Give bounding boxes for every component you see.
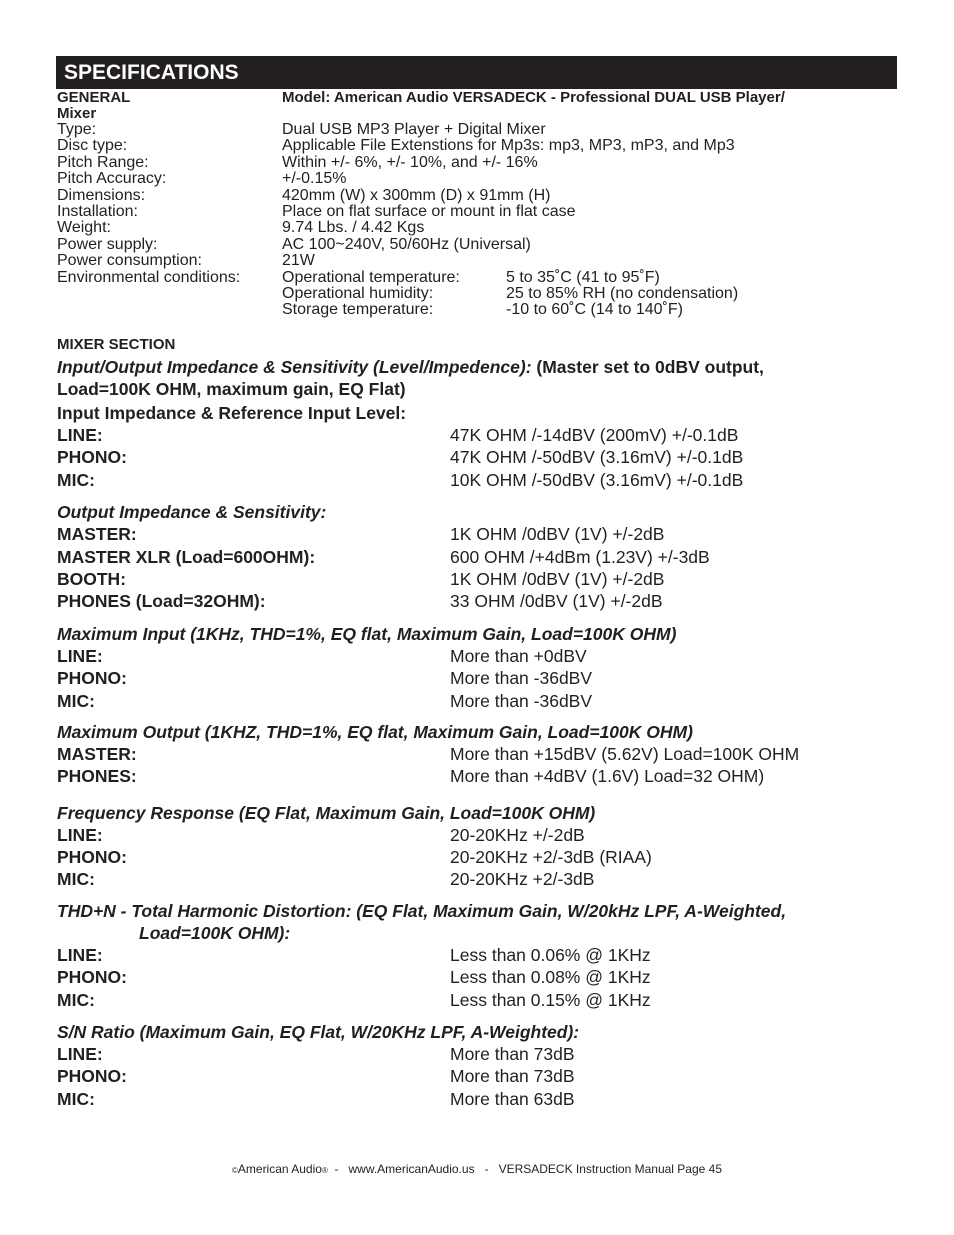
mixer-section <box>57 336 897 1110</box>
spec-row <box>57 989 897 1011</box>
spec-row <box>57 220 897 236</box>
spec-key: LINE: <box>57 944 103 965</box>
environmental-value: 5 to 35˚C (41 to 95˚F) <box>506 268 660 286</box>
spec-key: Pitch Accuracy: <box>57 170 167 188</box>
registered-symbol: ® <box>321 1166 328 1175</box>
spec-key: MIC: <box>57 690 95 711</box>
spec-key: Power consumption: <box>57 252 202 270</box>
freq-heading: Frequency Response (EQ Flat, Maximum Gain, Load=100K OHM) <box>57 802 596 823</box>
model-line: Model: American Audio VERSADECK - Professional DUAL USB Player/ <box>282 89 785 106</box>
environmental-label: Storage temperature: <box>282 301 434 319</box>
spec-value: Dual USB MP3 Player + Digital Mixer <box>282 121 546 138</box>
model-continuation: Mixer <box>57 105 97 122</box>
spec-row <box>57 590 897 612</box>
max-input-heading: Maximum Input (1KHz, THD=1%, EQ flat, Maximum Gain, Load=100K OHM) <box>57 623 677 644</box>
spec-row <box>57 469 897 491</box>
spec-key: Weight: <box>57 219 111 237</box>
spec-key: MIC: <box>57 869 95 890</box>
general-heading-row <box>57 89 897 122</box>
page-footer <box>0 1161 954 1179</box>
output-rows <box>57 523 897 613</box>
spec-value: 600 OHM /+4dBm (1.23V) +/-3dB <box>450 546 710 567</box>
general-specs <box>57 89 897 319</box>
spec-key: MASTER XLR (Load=600OHM): <box>57 546 316 567</box>
spec-value: 1K OHM /0dBV (1V) +/-2dB <box>450 524 665 545</box>
spec-value: More than 63dB <box>450 1088 575 1109</box>
max-output-heading: Maximum Output (1KHZ, THD=1%, EQ flat, Maximum Gain, Load=100K OHM) <box>57 721 693 742</box>
spec-value: Less than 0.15% @ 1KHz <box>450 989 651 1010</box>
spec-row <box>57 138 897 154</box>
spec-key: PHONO: <box>57 668 127 689</box>
output-heading: Output Impedance & Sensitivity: <box>57 502 327 523</box>
copyright-symbol: © <box>231 1166 238 1175</box>
spec-key: Type: <box>57 121 97 138</box>
spec-key: MIC: <box>57 1088 95 1109</box>
spec-value: 420mm (W) x 300mm (D) x 91mm (H) <box>282 186 551 204</box>
spec-key: Installation: <box>57 202 138 220</box>
io-intro <box>57 356 897 400</box>
spec-row <box>57 546 897 568</box>
spec-value: More than +15dBV (5.62V) Load=100K OHM <box>450 743 800 764</box>
spec-key: Pitch Range: <box>57 153 149 171</box>
spec-value: 20-20KHz +2/-3dB (RIAA) <box>450 847 652 868</box>
footer-text: - www.AmericanAudio.us - VERSADECK Instruction Manual Page 45 <box>327 1162 723 1176</box>
io-intro-line2: Load=100K OHM, maximum gain, EQ Flat) <box>57 379 406 399</box>
io-intro-bold: (Master set to 0dBV output, <box>531 357 764 377</box>
footer-brand: American Audio <box>237 1162 322 1176</box>
spec-key: PHONO: <box>57 1066 127 1087</box>
input-heading: Input Impedance & Reference Input Level: <box>57 403 407 423</box>
spec-value: More than 73dB <box>450 1044 575 1065</box>
spec-row <box>57 846 897 868</box>
spec-key: BOOTH: <box>57 568 127 589</box>
spec-row <box>57 944 897 966</box>
spec-value: More than -36dBV <box>450 690 593 711</box>
spec-value: Applicable File Extenstions for Mp3s: mp3, MP3, mP3, and Mp3 <box>282 137 735 155</box>
general-heading: GENERAL <box>57 89 131 106</box>
spec-row <box>57 424 897 446</box>
general-rows <box>57 122 897 270</box>
environmental-label: Operational temperature: <box>282 268 460 286</box>
spec-row <box>57 743 897 765</box>
spec-row <box>57 824 897 846</box>
spec-row <box>57 171 897 187</box>
spec-row <box>57 1088 897 1110</box>
spec-value: 20-20KHz +/-2dB <box>450 824 585 845</box>
spec-value: 47K OHM /-50dBV (3.16mV) +/-0.1dB <box>450 447 744 468</box>
environmental-value: 25 to 85% RH (no condensation) <box>506 284 739 302</box>
spec-key: PHONO: <box>57 847 127 868</box>
spec-value: Place on flat surface or mount in flat case <box>282 202 576 220</box>
spec-key: Disc type: <box>57 137 128 155</box>
spec-key: LINE: <box>57 824 103 845</box>
thd-rows <box>57 944 897 1011</box>
freq-rows <box>57 824 897 891</box>
spec-key: MASTER: <box>57 743 137 764</box>
sn-rows <box>57 1043 897 1110</box>
spec-value: 47K OHM /-14dBV (200mV) +/-0.1dB <box>450 425 739 445</box>
spec-row <box>57 237 897 253</box>
environmental-value: -10 to 60˚C (14 to 140˚F) <box>506 301 683 319</box>
spec-row <box>57 446 897 468</box>
spec-value: More than +0dBV <box>450 645 587 666</box>
spec-value: 33 OHM /0dBV (1V) +/-2dB <box>450 591 663 612</box>
spec-row <box>57 645 897 667</box>
spec-value: Within +/- 6%, +/- 10%, and +/- 16% <box>282 153 538 171</box>
spec-value: More than 73dB <box>450 1066 575 1087</box>
max-input-rows <box>57 645 897 712</box>
spec-key: PHONO: <box>57 447 127 468</box>
spec-value: 9.74 Lbs. / 4.42 Kgs <box>282 219 425 237</box>
spec-value: 10K OHM /-50dBV (3.16mV) +/-0.1dB <box>450 469 744 490</box>
spec-key: PHONES: <box>57 766 137 787</box>
spec-row <box>57 188 897 204</box>
spec-key: Dimensions: <box>57 186 146 204</box>
spec-row <box>57 1065 897 1087</box>
spec-key: LINE: <box>57 425 103 445</box>
spec-row <box>57 966 897 988</box>
thd-heading: THD+N - Total Harmonic Distortion: (EQ Flat, Maximum Gain, W/20kHz LPF, A-Weighted, <box>57 900 787 921</box>
spec-key: PHONO: <box>57 967 127 988</box>
spec-key: MASTER: <box>57 524 137 545</box>
io-intro-italic: Input/Output Impedance & Sensitivity (Level/Impedence): <box>57 357 532 377</box>
spec-key: LINE: <box>57 645 103 666</box>
spec-value: AC 100~240V, 50/60Hz (Universal) <box>282 235 531 253</box>
spec-row <box>57 1043 897 1065</box>
spec-row <box>57 253 897 269</box>
spec-value: +/-0.15% <box>282 170 347 188</box>
input-rows <box>57 424 897 491</box>
environmental-row <box>57 286 897 302</box>
thd-heading-cont: Load=100K OHM): <box>139 922 291 943</box>
spec-value: More than +4dBV (1.6V) Load=32 OHM) <box>450 766 765 787</box>
section-title: SPECIFICATIONS <box>64 61 239 84</box>
spec-row <box>57 868 897 890</box>
spec-row <box>57 667 897 689</box>
max-output-rows <box>57 743 897 788</box>
environmental-key: Environmental conditions: <box>57 268 241 286</box>
environmental-row <box>57 270 897 286</box>
spec-value: More than -36dBV <box>450 668 593 689</box>
environmental-label: Operational humidity: <box>282 284 434 302</box>
spec-row <box>57 523 897 545</box>
spec-row <box>57 765 897 787</box>
section-header <box>56 56 897 89</box>
spec-row <box>57 568 897 590</box>
environmental-row <box>57 302 897 318</box>
spec-key: PHONES (Load=32OHM): <box>57 591 266 612</box>
spec-key: MIC: <box>57 469 95 490</box>
spec-value: Less than 0.08% @ 1KHz <box>450 967 651 988</box>
spec-row <box>57 690 897 712</box>
spec-key: Power supply: <box>57 235 158 253</box>
spec-value: Less than 0.06% @ 1KHz <box>450 944 651 965</box>
environmental-rows <box>57 270 897 319</box>
spec-value: 21W <box>282 252 315 270</box>
spec-key: MIC: <box>57 989 95 1010</box>
spec-row <box>57 204 897 220</box>
spec-value: 20-20KHz +2/-3dB <box>450 869 595 890</box>
spec-value: 1K OHM /0dBV (1V) +/-2dB <box>450 568 665 589</box>
spec-key: LINE: <box>57 1044 103 1065</box>
sn-heading: S/N Ratio (Maximum Gain, EQ Flat, W/20KHz LPF, A-Weighted): <box>57 1022 580 1043</box>
mixer-section-title: MIXER SECTION <box>57 336 176 353</box>
spec-row <box>57 122 897 138</box>
spec-row <box>57 155 897 171</box>
